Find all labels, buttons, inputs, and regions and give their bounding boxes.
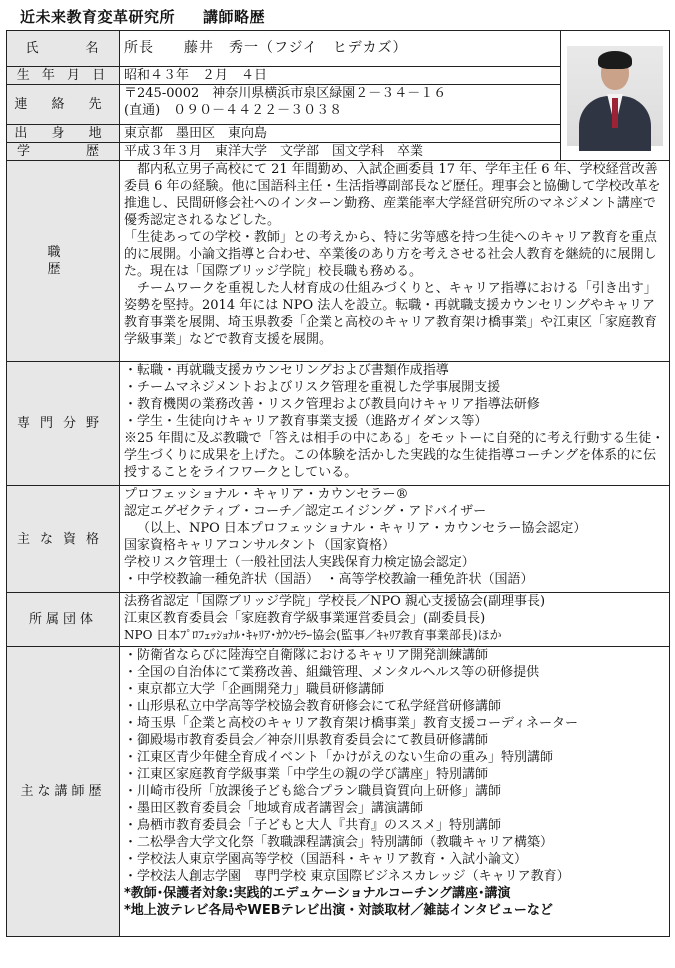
row-name [7, 31, 670, 67]
document-header [20, 6, 265, 27]
label-specialty: 専門分野 [7, 362, 120, 486]
qualifications-text [120, 486, 670, 593]
list-item: ・埼玉県「企業と高校のキャリア教育架け橋事業」教育支援コーディネーター [124, 716, 578, 731]
portrait-photo [567, 46, 663, 146]
origin-value: 東京都 墨田区 東向島 [120, 125, 561, 143]
label-career: 職 歴 [7, 161, 120, 362]
photo-cell [561, 31, 670, 161]
list-item: 認定エグゼクティブ・コーチ／認定エイジング・アドバイザー [124, 504, 487, 519]
list-item: NPO 日本ﾌﾟﾛﾌｪｯｼｮﾅﾙ･ｷｬﾘｱ･ｶｳﾝｾﾗｰ協会(監事／ｷｬﾘｱ教育事業部長)ほか [124, 628, 502, 642]
education-value: 平成３年３月 東洋大学 文学部 国文学科 卒業 [120, 143, 561, 161]
profile-table [6, 30, 670, 937]
highlight-item: *教師･保護者対象:実践的エデュケーショナルコーチング講座･講演 [124, 886, 511, 901]
list-item: 法務省認定「国際ブリッジ学院」学校長／NPO 親心支援協会(副理事長) [124, 594, 546, 609]
label-name: 氏 名 [7, 31, 120, 67]
list-item: プロフェッショナル・キャリア・カウンセラー® [124, 487, 409, 502]
row-qualifications [7, 486, 670, 593]
address-text: 〒245-0002 神奈川県横浜市泉区緑園２－３４－１６ [124, 86, 447, 101]
list-item: ・山形県私立中学高等学校協会教育研修会にて私学経営研修講師 [124, 699, 502, 714]
list-item: （以上、NPO 日本プロフェッショナル・キャリア・カウンセラー協会認定） [137, 521, 587, 536]
row-specialty [7, 362, 670, 486]
specialty-note: ※25 年間に及ぶ教職で「答えは相手の中にある」をモットーに自発的に考え行動する生徒・学生づくりに成果を上げた。この体験を活かした実践的な生徒指導コーチングを体系的に伝授することをライフワークとしている。 [124, 431, 665, 480]
list-item: ・中学校教諭一種免許状（国語） ・高等学校教諭一種免許状（国語） [124, 572, 534, 587]
specialty-text [120, 362, 670, 486]
list-item: ・教育機関の業務改善・リスク管理および教員向けキャリア指導法研修 [124, 397, 540, 412]
contact-value [120, 85, 561, 125]
org-name: 近未来教育変革研究所 [20, 8, 176, 26]
list-item: ・御殿場市教育委員会／神奈川県教育委員会にて教員研修講師 [124, 733, 489, 748]
label-contact: 連 絡 先 [7, 85, 120, 125]
birth-value: 昭和４３年 ２月 ４日 [120, 67, 561, 85]
career-text [120, 161, 670, 362]
name-value: 所長 藤井 秀一（フジイ ヒデカズ） [120, 31, 561, 67]
label-lectures: 主な講師歴 [7, 647, 120, 937]
career-paragraph: 「生徒あっての学校・教師」との考えから、特に劣等感を持つ生徒へのキャリア教育を重点的に展開。小論文指導と合わせ、卒業後のあり方を考えさせる社会人教育を継続的に展開した。現在は「国際ブリッジ学院」校長職も務める。 [124, 230, 657, 279]
label-qualifications: 主な資格 [7, 486, 120, 593]
row-affiliations [7, 593, 670, 647]
list-item: ・川崎市役所「放課後子ども総合プラン職員資質向上研修」講師 [124, 784, 502, 799]
label-origin: 出 身 地 [7, 125, 120, 143]
list-item: 国家資格キャリアコンサルタント（国家資格） [124, 538, 396, 553]
list-item: ・二松學舎大学文化祭「教職課程講演会」特別講師（教職キャリア構築） [124, 835, 554, 850]
affiliations-text [120, 593, 670, 647]
lectures-text [120, 647, 670, 937]
doc-title: 講師略歴 [203, 8, 266, 26]
phone-text: (直通) ０９０－４４２２－３０３８ [124, 103, 343, 118]
list-item: ・墨田区教育委員会「地域育成者講習会」講演講師 [124, 801, 424, 816]
list-item: ・転職・再就職支援カウンセリングおよび書類作成指導 [124, 363, 449, 378]
label-affiliations: 所属団体 [7, 593, 120, 647]
list-item: ・江東区青少年健全育成イベント「かけがえのない生命の重み」特別講師 [124, 750, 554, 765]
career-paragraph: チームワークを重視した人材育成の仕組みづくりと、キャリア指導における「引き出す」姿勢を堅持。2014 年には NPO 法人を設立。転職・再就職支援カウンセリングやキャリア教育事業を展開、埼玉県教委「企業と高校のキャリア教育架け橋事業」や江東区「家庭教育学級事業」などで教育支援を展開。 [124, 281, 658, 347]
highlight-item: *地上波テレビ各局やWEBテレビ出演・対談取材／雑誌インタビューなど [124, 903, 553, 918]
list-item: 学校リスク管理士（一般社団法人実践保育力検定協会認定） [124, 555, 475, 570]
row-lectures [7, 647, 670, 937]
list-item: 江東区教育委員会「家庭教育学級事業運営委員会」(副委員長) [124, 611, 486, 626]
list-item: ・チームマネジメントおよびリスク管理を重視した学事展開支援 [124, 380, 501, 395]
list-item: ・東京都立大学「企画開発力」職員研修講師 [124, 682, 385, 697]
list-item: ・学校法人創志学園 専門学校 東京国際ビジネスカレッジ（キャリア教育） [124, 869, 570, 884]
list-item: ・学校法人東京学園高等学校（国語科・キャリア教育・入試小論文） [124, 852, 528, 867]
label-education: 学 歴 [7, 143, 120, 161]
list-item: ・江東区家庭教育学級事業「中学生の親の学び講座」特別講師 [124, 767, 489, 782]
label-birth: 生 年 月 日 [7, 67, 120, 85]
career-paragraph: 都内私立男子高校にて 21 年間勤め、入試企画委員 17 年、学年主任 6 年、学校経営改善委員 6 年の経験。他に国語科主任・生活指導副部長など歴任。理事会と協働して学校改革を推進し、民間研修会社へのインターン勤務、産業能率大学経営研究所のマネジメント講座で優秀認定されるなどした。 [124, 162, 661, 228]
row-career [7, 161, 670, 362]
list-item: ・鳥栖市教育委員会「子どもと大人『共育』のススメ」特別講師 [124, 818, 502, 833]
list-item: ・学生・生徒向けキャリア教育事業支援（進路ガイダンス等） [124, 414, 488, 429]
list-item: ・全国の自治体にて業務改善、組織管理、メンタルヘルス等の研修提供 [124, 665, 540, 680]
list-item: ・防衛省ならびに陸海空自衛隊におけるキャリア開発訓練講師 [124, 648, 489, 663]
